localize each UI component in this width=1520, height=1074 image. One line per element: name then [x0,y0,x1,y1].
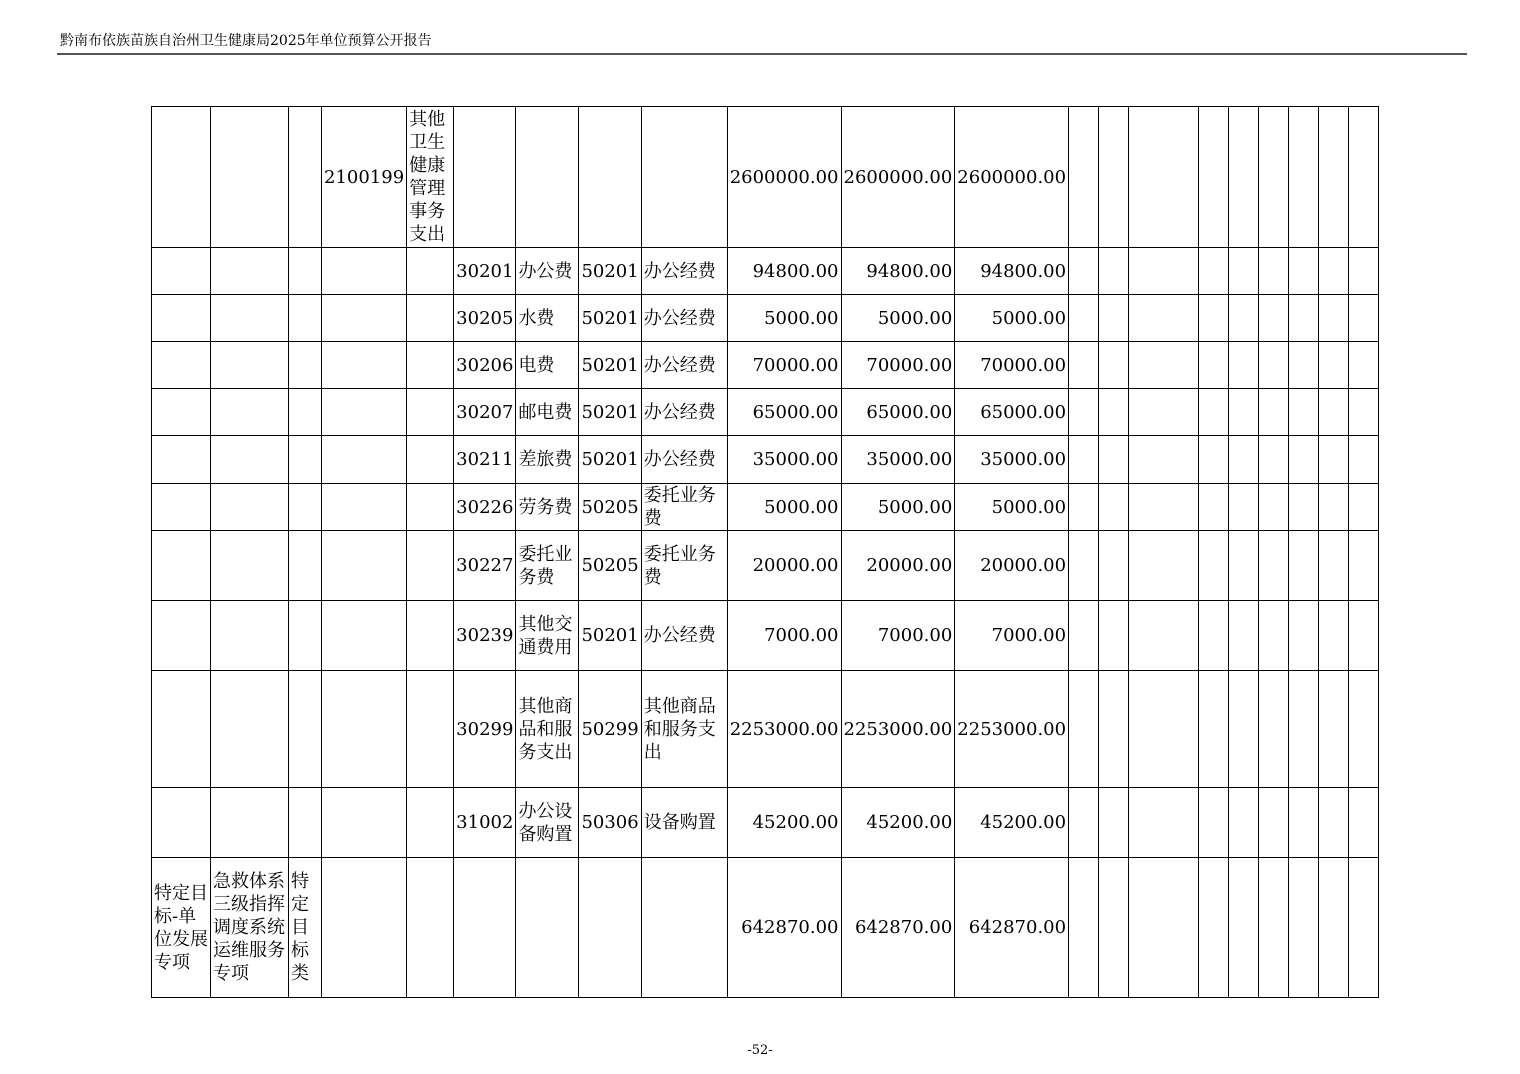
econ-name-cell: 水费 [516,295,579,342]
project-category-cell: 特定目标-单位发展专项 [152,858,211,998]
empty-cell [1289,107,1319,248]
empty-cell [1259,858,1289,998]
project-category-cell [152,601,211,671]
gov-econ-name-cell [641,107,727,248]
gov-econ-name-cell: 其他商品和服务支出 [641,671,727,788]
empty-cell [1349,671,1379,788]
amount-subtotal-cell: 2253000.00 [841,671,955,788]
table-row [152,531,1379,601]
project-category-cell [152,342,211,389]
project-type-cell [289,671,322,788]
amount-fiscal-cell: 7000.00 [955,601,1069,671]
empty-cell [1229,107,1259,248]
empty-cell [1289,858,1319,998]
function-name-cell [407,531,454,601]
empty-cell [1199,248,1229,295]
econ-code-cell: 30206 [454,342,516,389]
econ-code-cell: 30201 [454,248,516,295]
gov-econ-name-cell: 委托业务费 [641,531,727,601]
econ-code-cell [454,858,516,998]
gov-econ-name-cell: 办公经费 [641,295,727,342]
function-name-cell [407,601,454,671]
amount-fiscal-cell: 5000.00 [955,484,1069,531]
project-category-cell [152,107,211,248]
function-code-cell [322,531,407,601]
gov-econ-name-cell: 办公经费 [641,601,727,671]
project-type-cell: 特定目标类 [289,858,322,998]
gov-econ-name-cell: 办公经费 [641,342,727,389]
empty-cell [1069,342,1099,389]
empty-cell [1099,436,1129,484]
table-row [152,484,1379,531]
function-code-cell [322,295,407,342]
project-type-cell [289,248,322,295]
function-code-cell [322,389,407,436]
gov-econ-code-cell: 50201 [579,601,641,671]
empty-cell [1349,531,1379,601]
empty-cell [1289,671,1319,788]
function-code-cell [322,248,407,295]
amount-fiscal-cell: 2600000.00 [955,107,1069,248]
amount-subtotal-cell: 5000.00 [841,295,955,342]
empty-cell [1289,601,1319,671]
function-name-cell [407,248,454,295]
empty-cell [1229,295,1259,342]
page-number: -52- [747,1043,773,1058]
empty-cell [1349,601,1379,671]
function-name-cell [407,436,454,484]
empty-cell [1349,858,1379,998]
amount-subtotal-cell: 65000.00 [841,389,955,436]
empty-cell [1129,601,1199,671]
empty-cell [1349,484,1379,531]
econ-code-cell: 30205 [454,295,516,342]
empty-cell [1229,788,1259,858]
empty-cell [1099,484,1129,531]
table-row [152,436,1379,484]
project-name-cell [211,342,289,389]
empty-cell [1199,342,1229,389]
amount-fiscal-cell: 5000.00 [955,295,1069,342]
gov-econ-code-cell [579,858,641,998]
amount-fiscal-cell: 70000.00 [955,342,1069,389]
empty-cell [1129,295,1199,342]
project-name-cell [211,389,289,436]
empty-cell [1349,107,1379,248]
empty-cell [1259,601,1289,671]
gov-econ-code-cell: 50205 [579,484,641,531]
amount-total-cell: 70000.00 [727,342,841,389]
project-category-cell [152,389,211,436]
empty-cell [1259,248,1289,295]
econ-code-cell: 30299 [454,671,516,788]
amount-fiscal-cell: 642870.00 [955,858,1069,998]
gov-econ-code-cell: 50201 [579,436,641,484]
empty-cell [1099,107,1129,248]
function-name-cell [407,858,454,998]
empty-cell [1069,531,1099,601]
project-name-cell [211,484,289,531]
econ-name-cell: 其他商品和服务支出 [516,671,579,788]
table-row [152,107,1379,248]
empty-cell [1129,531,1199,601]
empty-cell [1129,389,1199,436]
empty-cell [1259,295,1289,342]
empty-cell [1199,671,1229,788]
project-name-cell [211,436,289,484]
empty-cell [1259,788,1289,858]
function-code-cell [322,788,407,858]
function-code-cell [322,858,407,998]
function-name-cell: 其他卫生健康管理事务支出 [407,107,454,248]
project-type-cell [289,107,322,248]
empty-cell [1069,671,1099,788]
empty-cell [1289,342,1319,389]
project-type-cell [289,788,322,858]
project-type-cell [289,436,322,484]
econ-code-cell: 30227 [454,531,516,601]
empty-cell [1289,295,1319,342]
empty-cell [1319,342,1349,389]
empty-cell [1099,248,1129,295]
function-name-cell [407,389,454,436]
econ-name-cell: 委托业务费 [516,531,579,601]
empty-cell [1199,484,1229,531]
empty-cell [1349,342,1379,389]
empty-cell [1069,788,1099,858]
amount-subtotal-cell: 20000.00 [841,531,955,601]
empty-cell [1199,858,1229,998]
empty-cell [1259,531,1289,601]
report-header-title: 黔南布依族苗族自治州卫生健康局2025年单位预算公开报告 [60,33,432,49]
amount-subtotal-cell: 5000.00 [841,484,955,531]
empty-cell [1319,788,1349,858]
function-code-cell [322,671,407,788]
empty-cell [1229,531,1259,601]
table-row [152,788,1379,858]
empty-cell [1199,107,1229,248]
gov-econ-name-cell: 委托业务费 [641,484,727,531]
empty-cell [1319,295,1349,342]
project-type-cell [289,389,322,436]
amount-fiscal-cell: 94800.00 [955,248,1069,295]
project-type-cell [289,295,322,342]
function-name-cell [407,295,454,342]
empty-cell [1349,389,1379,436]
econ-code-cell: 30239 [454,601,516,671]
project-category-cell [152,436,211,484]
gov-econ-code-cell: 50201 [579,342,641,389]
econ-code-cell [454,107,516,248]
gov-econ-name-cell: 办公经费 [641,436,727,484]
amount-fiscal-cell: 65000.00 [955,389,1069,436]
empty-cell [1099,531,1129,601]
gov-econ-code-cell: 50201 [579,295,641,342]
function-code-cell: 2100199 [322,107,407,248]
project-name-cell [211,601,289,671]
econ-name-cell: 其他交通费用 [516,601,579,671]
amount-fiscal-cell: 35000.00 [955,436,1069,484]
empty-cell [1129,107,1199,248]
project-type-cell [289,531,322,601]
function-name-cell [407,342,454,389]
amount-total-cell: 2600000.00 [727,107,841,248]
project-category-cell [152,248,211,295]
empty-cell [1069,389,1099,436]
gov-econ-code-cell: 50205 [579,531,641,601]
project-name-cell [211,107,289,248]
empty-cell [1129,342,1199,389]
table-row [152,248,1379,295]
amount-total-cell: 94800.00 [727,248,841,295]
empty-cell [1349,248,1379,295]
empty-cell [1319,436,1349,484]
amount-subtotal-cell: 35000.00 [841,436,955,484]
empty-cell [1229,484,1259,531]
empty-cell [1069,484,1099,531]
function-code-cell [322,436,407,484]
empty-cell [1289,531,1319,601]
table-row [152,671,1379,788]
amount-total-cell: 35000.00 [727,436,841,484]
table-row [152,295,1379,342]
function-name-cell [407,484,454,531]
empty-cell [1099,389,1129,436]
empty-cell [1129,484,1199,531]
function-name-cell [407,788,454,858]
empty-cell [1129,858,1199,998]
project-name-cell [211,248,289,295]
amount-total-cell: 642870.00 [727,858,841,998]
gov-econ-code-cell: 50201 [579,248,641,295]
empty-cell [1289,788,1319,858]
project-category-cell [152,484,211,531]
econ-name-cell: 电费 [516,342,579,389]
empty-cell [1069,248,1099,295]
empty-cell [1229,342,1259,389]
header-divider [57,53,1467,55]
empty-cell [1259,436,1289,484]
econ-name-cell: 差旅费 [516,436,579,484]
empty-cell [1289,484,1319,531]
empty-cell [1319,601,1349,671]
amount-subtotal-cell: 45200.00 [841,788,955,858]
project-name-cell [211,295,289,342]
empty-cell [1229,671,1259,788]
function-code-cell [322,484,407,531]
econ-name-cell [516,107,579,248]
table-row [152,858,1379,998]
gov-econ-name-cell: 办公经费 [641,248,727,295]
table-row [152,601,1379,671]
empty-cell [1129,788,1199,858]
project-name-cell [211,531,289,601]
empty-cell [1099,788,1129,858]
empty-cell [1129,671,1199,788]
amount-subtotal-cell: 7000.00 [841,601,955,671]
gov-econ-name-cell: 设备购置 [641,788,727,858]
empty-cell [1229,601,1259,671]
empty-cell [1229,389,1259,436]
empty-cell [1099,601,1129,671]
project-category-cell [152,788,211,858]
empty-cell [1199,436,1229,484]
empty-cell [1129,248,1199,295]
amount-total-cell: 2253000.00 [727,671,841,788]
project-category-cell [152,671,211,788]
amount-subtotal-cell: 94800.00 [841,248,955,295]
empty-cell [1319,484,1349,531]
project-category-cell [152,531,211,601]
table-row [152,342,1379,389]
empty-cell [1069,436,1099,484]
amount-subtotal-cell: 2600000.00 [841,107,955,248]
empty-cell [1069,601,1099,671]
budget-table [151,106,1379,998]
project-type-cell [289,342,322,389]
empty-cell [1099,671,1129,788]
gov-econ-code-cell: 50306 [579,788,641,858]
empty-cell [1129,436,1199,484]
empty-cell [1289,389,1319,436]
gov-econ-code-cell [579,107,641,248]
empty-cell [1259,107,1289,248]
empty-cell [1289,436,1319,484]
amount-fiscal-cell: 2253000.00 [955,671,1069,788]
empty-cell [1349,436,1379,484]
econ-name-cell: 办公设备购置 [516,788,579,858]
econ-name-cell: 办公费 [516,248,579,295]
empty-cell [1199,788,1229,858]
gov-econ-code-cell: 50299 [579,671,641,788]
amount-total-cell: 5000.00 [727,484,841,531]
function-code-cell [322,342,407,389]
function-name-cell [407,671,454,788]
amount-total-cell: 65000.00 [727,389,841,436]
empty-cell [1319,531,1349,601]
gov-econ-name-cell [641,858,727,998]
empty-cell [1199,389,1229,436]
project-name-cell [211,671,289,788]
project-name-cell [211,788,289,858]
empty-cell [1349,788,1379,858]
empty-cell [1289,248,1319,295]
empty-cell [1319,248,1349,295]
econ-code-cell: 31002 [454,788,516,858]
empty-cell [1259,342,1289,389]
empty-cell [1319,858,1349,998]
empty-cell [1099,858,1129,998]
project-type-cell [289,601,322,671]
econ-name-cell: 邮电费 [516,389,579,436]
empty-cell [1229,436,1259,484]
empty-cell [1199,531,1229,601]
amount-subtotal-cell: 70000.00 [841,342,955,389]
function-code-cell [322,601,407,671]
empty-cell [1229,248,1259,295]
amount-total-cell: 45200.00 [727,788,841,858]
gov-econ-name-cell: 办公经费 [641,389,727,436]
amount-subtotal-cell: 642870.00 [841,858,955,998]
econ-code-cell: 30211 [454,436,516,484]
empty-cell [1069,858,1099,998]
amount-total-cell: 7000.00 [727,601,841,671]
table-row [152,389,1379,436]
empty-cell [1259,671,1289,788]
amount-total-cell: 20000.00 [727,531,841,601]
empty-cell [1259,484,1289,531]
project-name-cell: 急救体系三级指挥调度系统运维服务专项 [211,858,289,998]
empty-cell [1319,389,1349,436]
econ-name-cell: 劳务费 [516,484,579,531]
empty-cell [1099,295,1129,342]
amount-fiscal-cell: 45200.00 [955,788,1069,858]
empty-cell [1229,858,1259,998]
econ-code-cell: 30226 [454,484,516,531]
empty-cell [1349,295,1379,342]
empty-cell [1069,295,1099,342]
econ-name-cell [516,858,579,998]
empty-cell [1319,671,1349,788]
empty-cell [1199,601,1229,671]
empty-cell [1319,107,1349,248]
amount-fiscal-cell: 20000.00 [955,531,1069,601]
empty-cell [1099,342,1129,389]
empty-cell [1199,295,1229,342]
empty-cell [1069,107,1099,248]
econ-code-cell: 30207 [454,389,516,436]
project-type-cell [289,484,322,531]
amount-total-cell: 5000.00 [727,295,841,342]
empty-cell [1259,389,1289,436]
gov-econ-code-cell: 50201 [579,389,641,436]
project-category-cell [152,295,211,342]
